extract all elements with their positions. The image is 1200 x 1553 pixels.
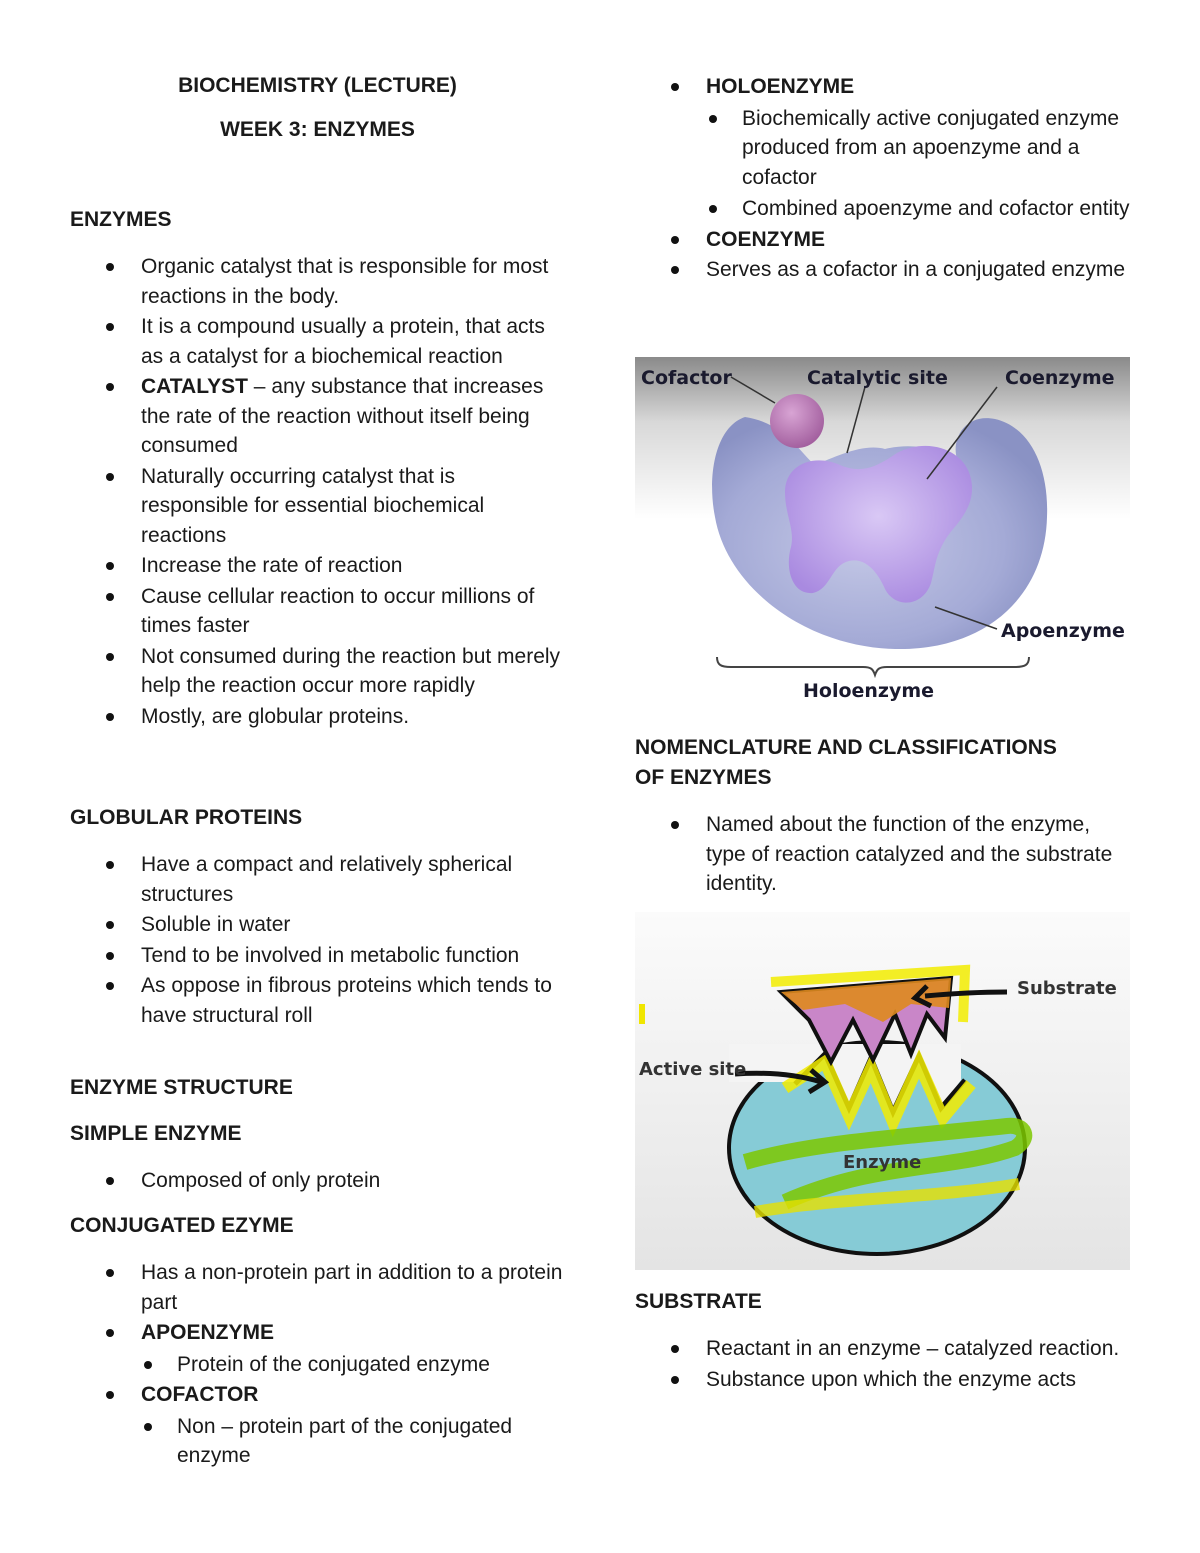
list-item: CATALYST – any substance that increases the rate of the reaction without itself being consumed: [70, 372, 565, 461]
holoenzyme-diagram: [635, 357, 1130, 717]
list-item: It is a compound usually a protein, that acts as a catalyst for a biochemical reaction: [70, 312, 565, 371]
list-item: Naturally occurring catalyst that is responsible for essential biochemical reactions: [70, 462, 565, 551]
catalytic-site-label: Catalytic site: [807, 367, 948, 389]
conjugated-enzyme-heading: CONJUGATED EZYME: [70, 1214, 294, 1237]
substrate-label: Substrate: [1017, 978, 1117, 999]
holoenzyme-item: HOLOENZYME Biochemically active conjugated enzyme produced from an apoenzyme and a cofactor Combined apoenzyme and cofactor entity: [635, 72, 1135, 224]
document-subtitle: WEEK 3: ENZYMES: [220, 118, 415, 141]
document-title: BIOCHEMISTRY (LECTURE): [178, 74, 457, 97]
apoenzyme-item: APOENZYME Protein of the conjugated enzyme: [70, 1318, 565, 1379]
list-item: Reactant in an enzyme – catalyzed reaction.: [635, 1334, 1135, 1364]
list-item: Have a compact and relatively spherical structures: [70, 850, 565, 909]
list-item: As oppose in fibrous proteins which tends to have structural roll: [70, 971, 565, 1030]
list-item: Substance upon which the enzyme acts: [635, 1365, 1135, 1395]
active-site-label: Active site: [639, 1059, 747, 1080]
list-item: Increase the rate of reaction: [70, 551, 565, 581]
list-item: Tend to be involved in metabolic function: [70, 941, 565, 971]
apoenzyme-label: Apoenzyme: [1001, 620, 1125, 642]
globular-list: [70, 850, 565, 1031]
holoenzyme-list: [635, 72, 1135, 286]
list-item: Mostly, are globular proteins.: [70, 702, 565, 732]
substrate-list: [635, 1334, 1135, 1395]
list-item: Organic catalyst that is responsible for most reactions in the body.: [70, 252, 565, 311]
list-item: Composed of only protein: [70, 1166, 565, 1196]
lock-and-key-diagram: [635, 912, 1130, 1270]
holoenzyme-label: Holoenzyme: [803, 680, 935, 702]
enzymes-list: [70, 252, 565, 732]
lock-and-key-svg: [635, 912, 1130, 1270]
globular-proteins-heading: GLOBULAR PROTEINS: [70, 806, 303, 829]
simple-enzyme-heading: SIMPLE ENZYME: [70, 1122, 242, 1145]
list-item: Has a non-protein part in addition to a protein part: [70, 1258, 565, 1317]
list-item: Not consumed during the reaction but merely help the reaction occur more rapidly: [70, 642, 565, 701]
list-item: Cause cellular reaction to occur millions of times faster: [70, 582, 565, 641]
list-item: Combined apoenzyme and cofactor entity: [706, 194, 1135, 224]
substrate-heading: SUBSTRATE: [635, 1290, 762, 1313]
catalyst-term: CATALYST: [141, 375, 248, 398]
nomenclature-heading: NOMENCLATURE AND CLASSIFICATIONS OF ENZYMES: [635, 736, 1057, 789]
coenzyme-label: Coenzyme: [1005, 367, 1115, 389]
list-item: Non – protein part of the conjugated enzyme: [141, 1412, 565, 1471]
list-item: Soluble in water: [70, 910, 565, 940]
enzyme-structure-heading: ENZYME STRUCTURE: [70, 1076, 293, 1099]
list-item: Serves as a cofactor in a conjugated enzyme: [635, 255, 1135, 285]
coenzyme-item: COENZYME: [635, 225, 1135, 255]
holoenzyme-diagram-svg: [635, 357, 1130, 717]
cofactor-shape: [770, 394, 824, 448]
highlight-mark: [639, 1004, 645, 1024]
list-item: Named about the function of the enzyme, type of reaction catalyzed and the substrate identity.: [635, 810, 1135, 899]
cofactor-label: Cofactor: [641, 367, 732, 389]
simple-enzyme-list: [70, 1166, 565, 1197]
enzyme-label: Enzyme: [843, 1152, 922, 1173]
list-item: Protein of the conjugated enzyme: [141, 1350, 565, 1380]
list-item: Biochemically active conjugated enzyme produced from an apoenzyme and a cofactor: [706, 104, 1135, 193]
enzymes-heading: ENZYMES: [70, 208, 172, 231]
conjugated-list: [70, 1258, 565, 1472]
nomenclature-list: [635, 810, 1135, 900]
cofactor-item: COFACTOR Non – protein part of the conjugated enzyme: [70, 1380, 565, 1471]
